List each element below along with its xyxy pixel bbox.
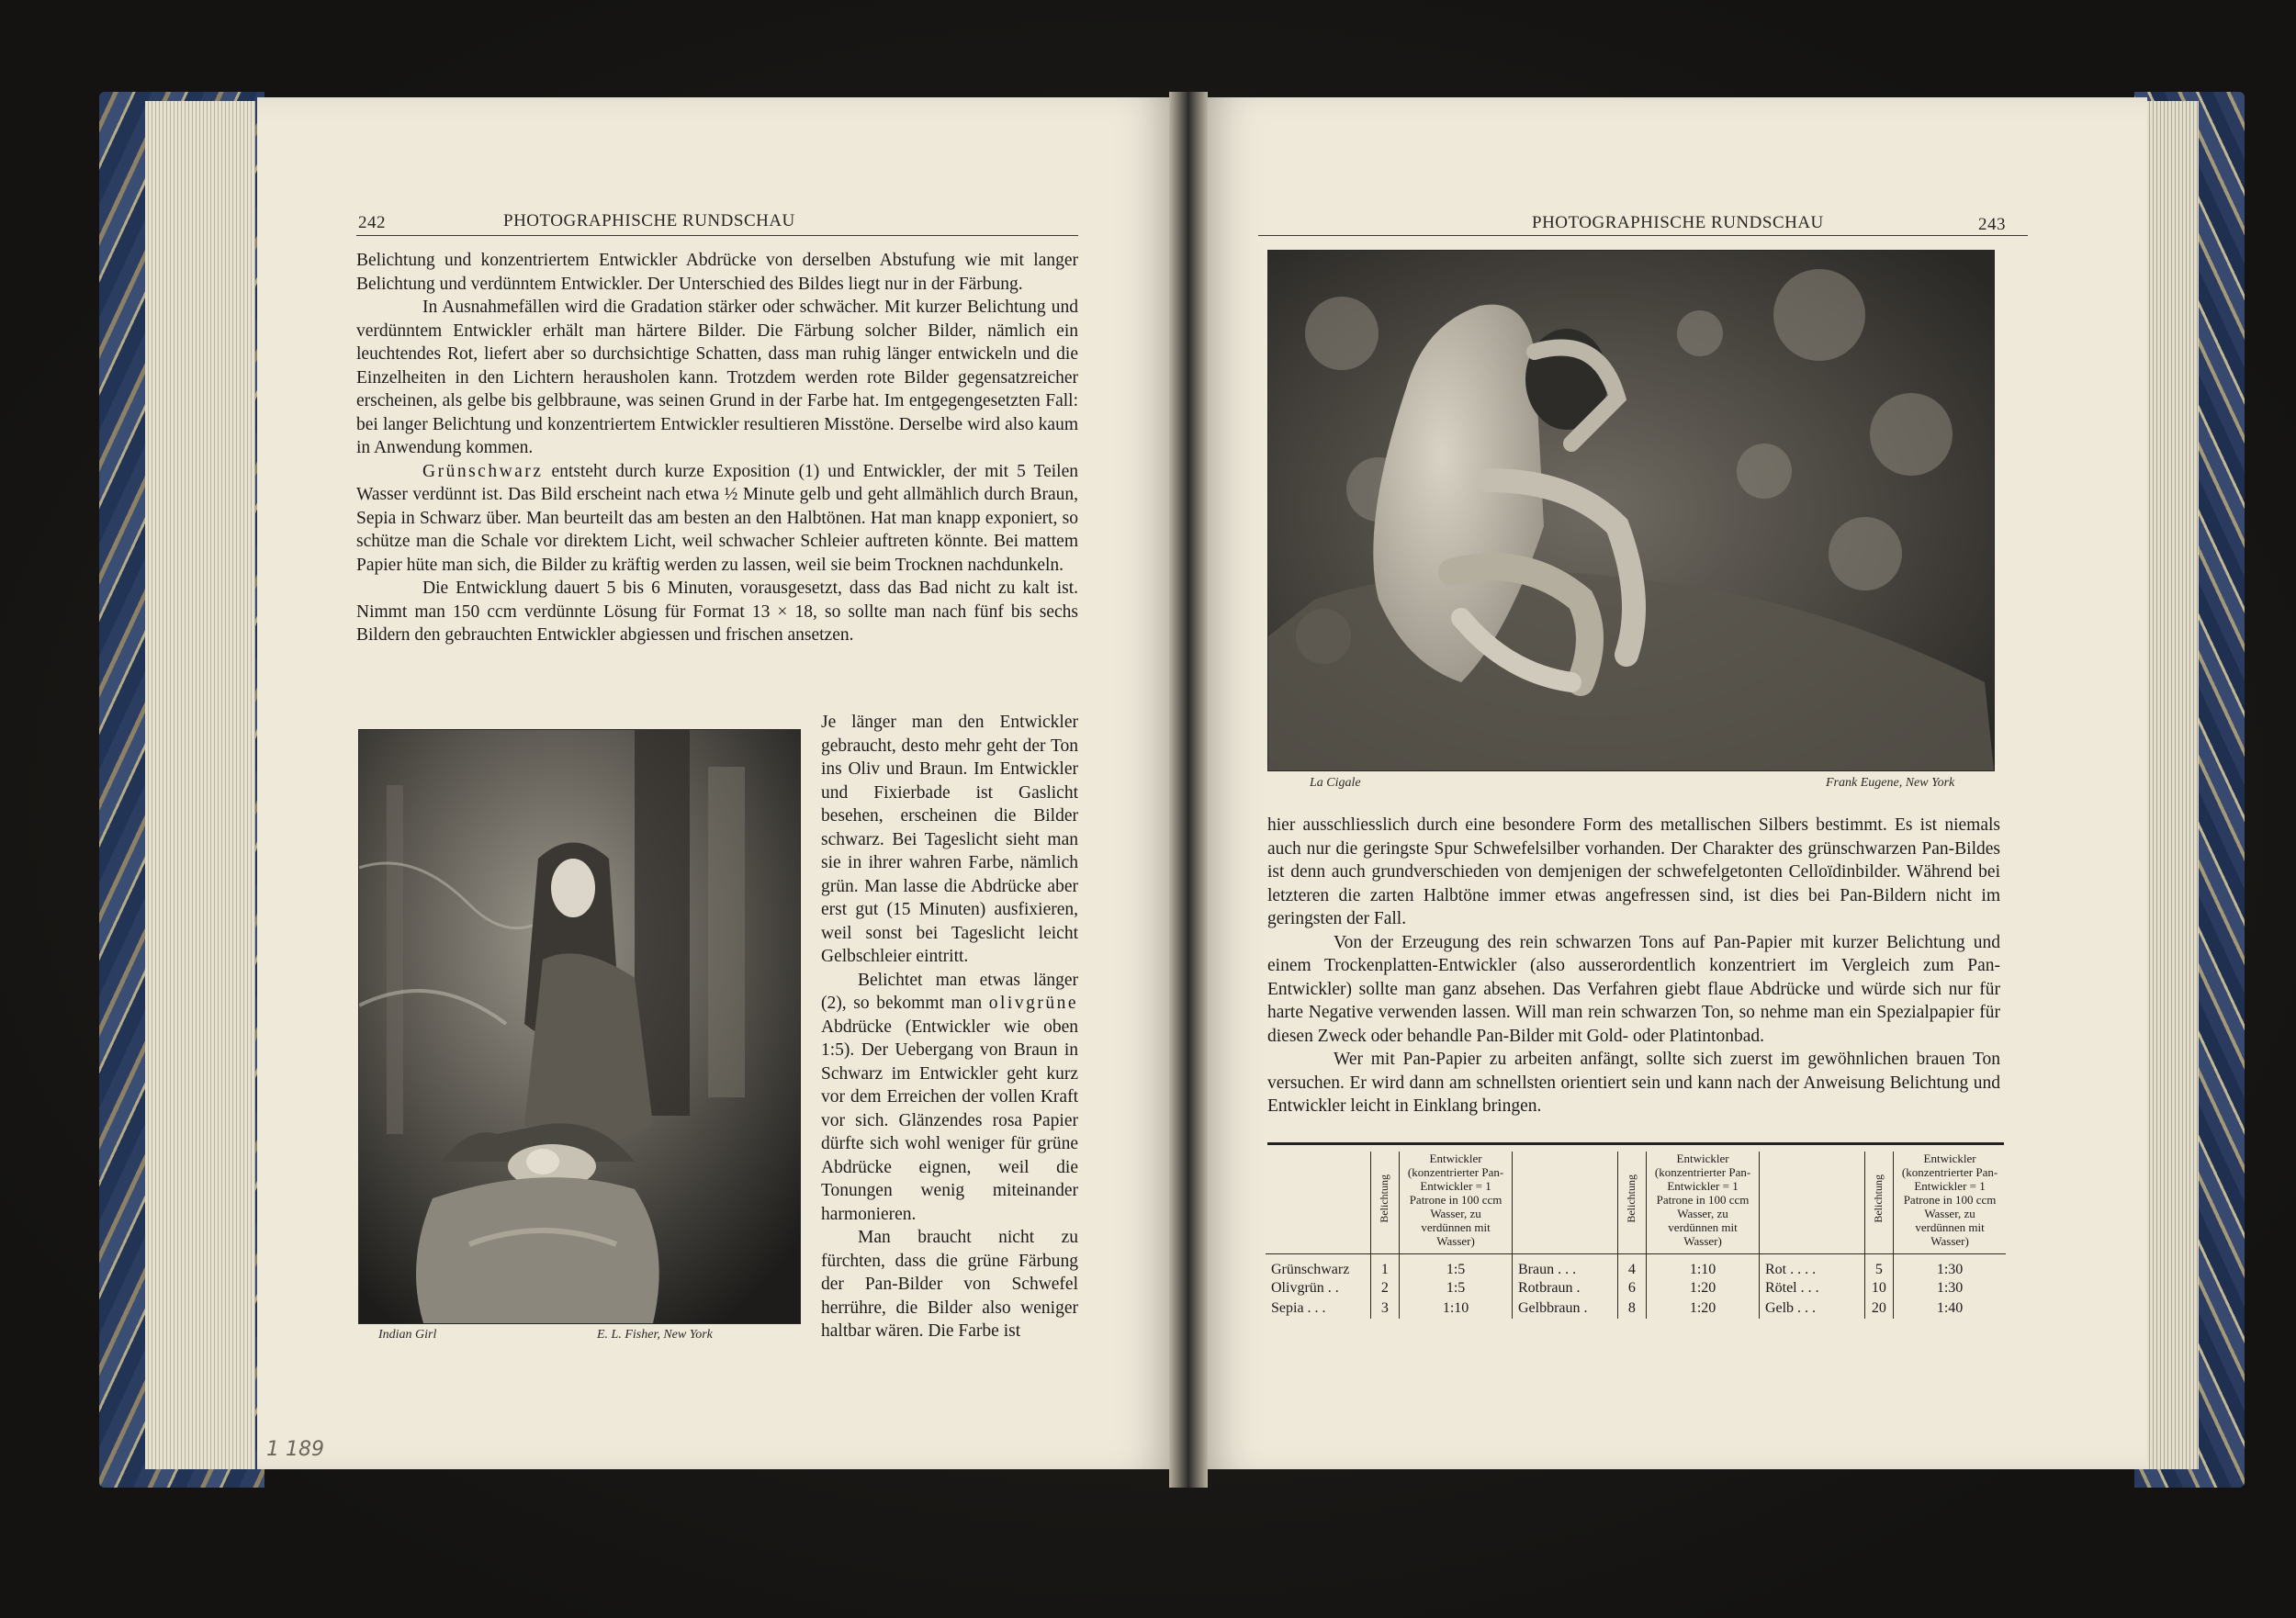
cell-tone: Olivgrün . . (1271, 1280, 1339, 1296)
cell-developer: 1:30 (1936, 1262, 1964, 1277)
header-exposure-text: Belichtung (1872, 1174, 1885, 1223)
caption-title-indian-girl: Indian Girl (378, 1328, 437, 1342)
cell-tone: Rötel . . . (1764, 1280, 1819, 1296)
cell-tone: Gelb . . . (1764, 1300, 1817, 1316)
table-header-blank (1759, 1152, 1864, 1254)
table-row (1266, 1278, 2006, 1298)
header-rule-left (356, 235, 1078, 236)
caption-credit-la-cigale: Frank Eugene, New York (1826, 776, 1955, 790)
paragraph: In Ausnahmefällen wird die Gradation stärker oder schwächer. Mit kurzer Belichtung und verdünntem Entwickler erhält man härtere Bilder. Die Färbung solcher Bilder, nämlich ein leuchtendes Rot, liefert aber so durchsichtige Schatten, dass man ruhig länger entwickeln und die Einzelheiten in den Lichtern herausholen kann. Trotzdem werden rote Bilder gegensatzreicher erscheinen, als gelbe bis gelbbraune, was seinen Grund in der Farbe hat. Im entgegengesetzten Fall: bei langer Belichtung und konzentriertem Entwickler resultieren Misstöne. Derselbe wird also kaum in Anwendung kommen. (356, 298, 1078, 457)
table-header-developer: Entwickler (konzentrierter Pan-Entwickler = 1 Patrone in 100 ccm Wasser, zu verdünnen mit Wasser) (1894, 1152, 2006, 1254)
left-body-top (356, 249, 1078, 647)
cell-exposure: 5 (1864, 1254, 1893, 1279)
cell-exposure: 1 (1370, 1254, 1399, 1279)
running-title-right: PHOTOGRAPHISCHE RUNDSCHAU (1532, 213, 1824, 232)
cell-developer: 1:5 (1400, 1278, 1513, 1298)
table-row (1266, 1298, 2006, 1319)
paragraph: Von der Erzeugung des rein schwarzen Tons auf Pan-Papier mit kurzer Belichtung und einem Trockenplatten-Entwickler (also ausserordentlich konzentriert im Vergleich zum Pan-Entwickler) sollte man ganz absehen. Das Verfahren giebt flaue Abdrücke und würde sich nur für harte Negative verwenden lassen. Will man rein schwarzen Ton, so nehme man ein Spezialpapier für diesen Zweck oder behandle Pan-Bilder mit Gold- oder Platintonbad. (1267, 932, 2000, 1046)
table-header-exposure (1864, 1152, 1893, 1254)
paragraph-olivgruen (821, 969, 1078, 1227)
table-top-rule (1267, 1142, 2004, 1145)
left-page (257, 97, 1176, 1469)
cell-developer: 1:10 (1400, 1298, 1513, 1319)
cell-exposure: 20 (1864, 1298, 1893, 1319)
cell-developer: 1:5 (1400, 1254, 1513, 1279)
right-page (1201, 97, 2147, 1469)
table-header-exposure (1370, 1152, 1399, 1254)
page-number-right: 243 (1978, 215, 2006, 234)
term-gruenschwarz: Grünschwarz (422, 461, 544, 481)
cell-tone: Sepia . . . (1271, 1300, 1326, 1316)
cell-developer: 1:20 (1647, 1278, 1760, 1298)
table-header-blank (1512, 1152, 1617, 1254)
cell-exposure: 3 (1370, 1298, 1399, 1319)
header-rule-right (1258, 235, 2028, 236)
cell-tone: Grünschwarz (1271, 1262, 1350, 1277)
paragraph: hier ausschliesslich durch eine besondere Form des metallischen Silbers bestimmt. Es ist niemals auch nur die geringste Spur Schwefelsilber vorhanden. Der Charakter des grünschwarzen Pan-Bildes ist denn auch grundverschieden von demjenigen der schwefelgetonten Celloïdinbilder. Während bei letzteren die zarten Halbtöne immer etwas angefressen sind, ist dies bei Pan-Bildern nicht im geringsten der Fall. (1267, 815, 2000, 928)
cell-exposure: 6 (1617, 1278, 1646, 1298)
cell-developer: 1:30 (1936, 1280, 1964, 1296)
paragraph-text: entsteht durch kurze Exposition (1) und Entwickler, der mit 5 Teilen Wasser verdünnt ist. Das Bild erscheint nach etwa ½ Minute gelb und geht allmählich durch Braun, Sepia in Schwarz über. Man beurteilt das am besten an den Halbtönen. Hat man knapp exponiert, so schütze man die Schale vor direktem Licht, weil schwacher Schleier auftreten könnte. Bei mattem Papier hüte man sich, die Bilder zu kräftig werden zu lassen, weil sie beim Trocknen nachdunkeln. (356, 461, 1078, 575)
caption-credit-indian-girl: E. L. Fisher, New York (597, 1328, 713, 1342)
cell-exposure: 10 (1864, 1278, 1893, 1298)
book-gutter (1169, 92, 1208, 1488)
table-header-blank (1266, 1152, 1370, 1254)
caption-title-la-cigale: La Cigale (1310, 776, 1361, 790)
paragraph-text: Abdrücke (Entwickler wie oben 1:5). Der Uebergang von Braun in Schwarz im Entwickler geht kurz vor dem Erreichen der vollen Kraft vor sich. Glänzendes rosa Papier dürfte sich wohl weniger für grüne Abdrücke eignen, weil die Tonungen wenig miteinander harmonieren. (821, 1017, 1078, 1224)
paragraph: Belichtung und konzentriertem Entwickler Abdrücke von derselben Abstufung wie mit langer Belichtung und verdünntem Entwickler. Der Unterschied des Bildes liegt nur in der Färbung. (356, 251, 1078, 294)
table-header-developer: Entwickler (konzentrierter Pan-Entwickler = 1 Patrone in 100 ccm Wasser, zu verdünnen mit Wasser) (1400, 1152, 1513, 1254)
paragraph: Die Entwicklung dauert 5 bis 6 Minuten, vorausgesetzt, dass das Bad nicht zu kalt ist. Nimmt man 150 ccm verdünnte Lösung für Format 13 × 18, so sollte man nach fünf bis sechs Bildern den gebrauchten Entwickler abgiessen und frischen ansetzen. (356, 579, 1078, 645)
cell-developer: 1:40 (1936, 1300, 1964, 1316)
paragraph: Je länger man den Entwickler gebraucht, desto mehr geht der Ton ins Oliv und Braun. Im Entwickler und Fixierbade ist Gaslicht besehen, erscheinen die Bilder schwarz. Bei Tageslicht sieht man sie in ihrer wahren Farbe, nämlich grün. Man lasse die Abdrücke aber erst gut (15 Minuten) ausfixieren, weil sonst bei Tageslicht leicht Gelbschleier eintritt. (821, 713, 1078, 966)
header-exposure-text: Belichtung (1378, 1174, 1391, 1223)
table-header-exposure (1617, 1152, 1646, 1254)
open-book (99, 92, 2245, 1488)
cell-developer: 1:20 (1647, 1298, 1760, 1319)
header-exposure-text: Belichtung (1625, 1174, 1638, 1223)
paragraph-text: Belichtet man etwas länger (2), so bekommt man (821, 970, 1078, 1013)
cell-tone: Rotbraun . (1517, 1280, 1581, 1296)
term-olivgruen: olivgrüne (988, 994, 1078, 1013)
cell-tone: Braun . . . (1517, 1262, 1577, 1277)
page-edges-left (145, 101, 255, 1469)
pencil-note: 1 189 (266, 1438, 324, 1461)
cell-developer: 1:10 (1647, 1254, 1760, 1279)
tone-table (1266, 1152, 2006, 1319)
left-body-column (821, 711, 1078, 1343)
photo-la-cigale (1267, 250, 1995, 771)
cell-exposure: 4 (1617, 1254, 1646, 1279)
right-body (1267, 814, 2000, 1118)
table-header-developer: Entwickler (konzentrierter Pan-Entwickler = 1 Patrone in 100 ccm Wasser, zu verdünnen mit Wasser) (1647, 1152, 1760, 1254)
page-number-left: 242 (358, 213, 386, 232)
cell-tone: Gelbbraun . (1517, 1300, 1588, 1316)
cell-exposure: 8 (1617, 1298, 1646, 1319)
paragraph-gruenschwarz (356, 460, 1078, 578)
paragraph: Wer mit Pan-Papier zu arbeiten anfängt, sollte sich zuerst im gewöhnlichen brauen Ton versuchen. Er wird dann am schnellsten orientiert sein und kann nach der Anweisung Belichtung und Entwickler leicht in Einklang bringen. (1267, 1050, 2000, 1116)
running-title-left: PHOTOGRAPHISCHE RUNDSCHAU (503, 211, 795, 230)
table-row (1266, 1254, 2006, 1279)
cell-tone: Rot . . . . (1764, 1262, 1817, 1277)
photo-indian-girl (358, 729, 801, 1324)
paragraph: Man braucht nicht zu fürchten, dass die grüne Färbung der Pan-Bilder von Schwefel herrühre, die Bilder also weniger haltbar wären. Die Farbe ist (821, 1228, 1078, 1341)
cell-exposure: 2 (1370, 1278, 1399, 1298)
table-header-row (1266, 1152, 2006, 1254)
